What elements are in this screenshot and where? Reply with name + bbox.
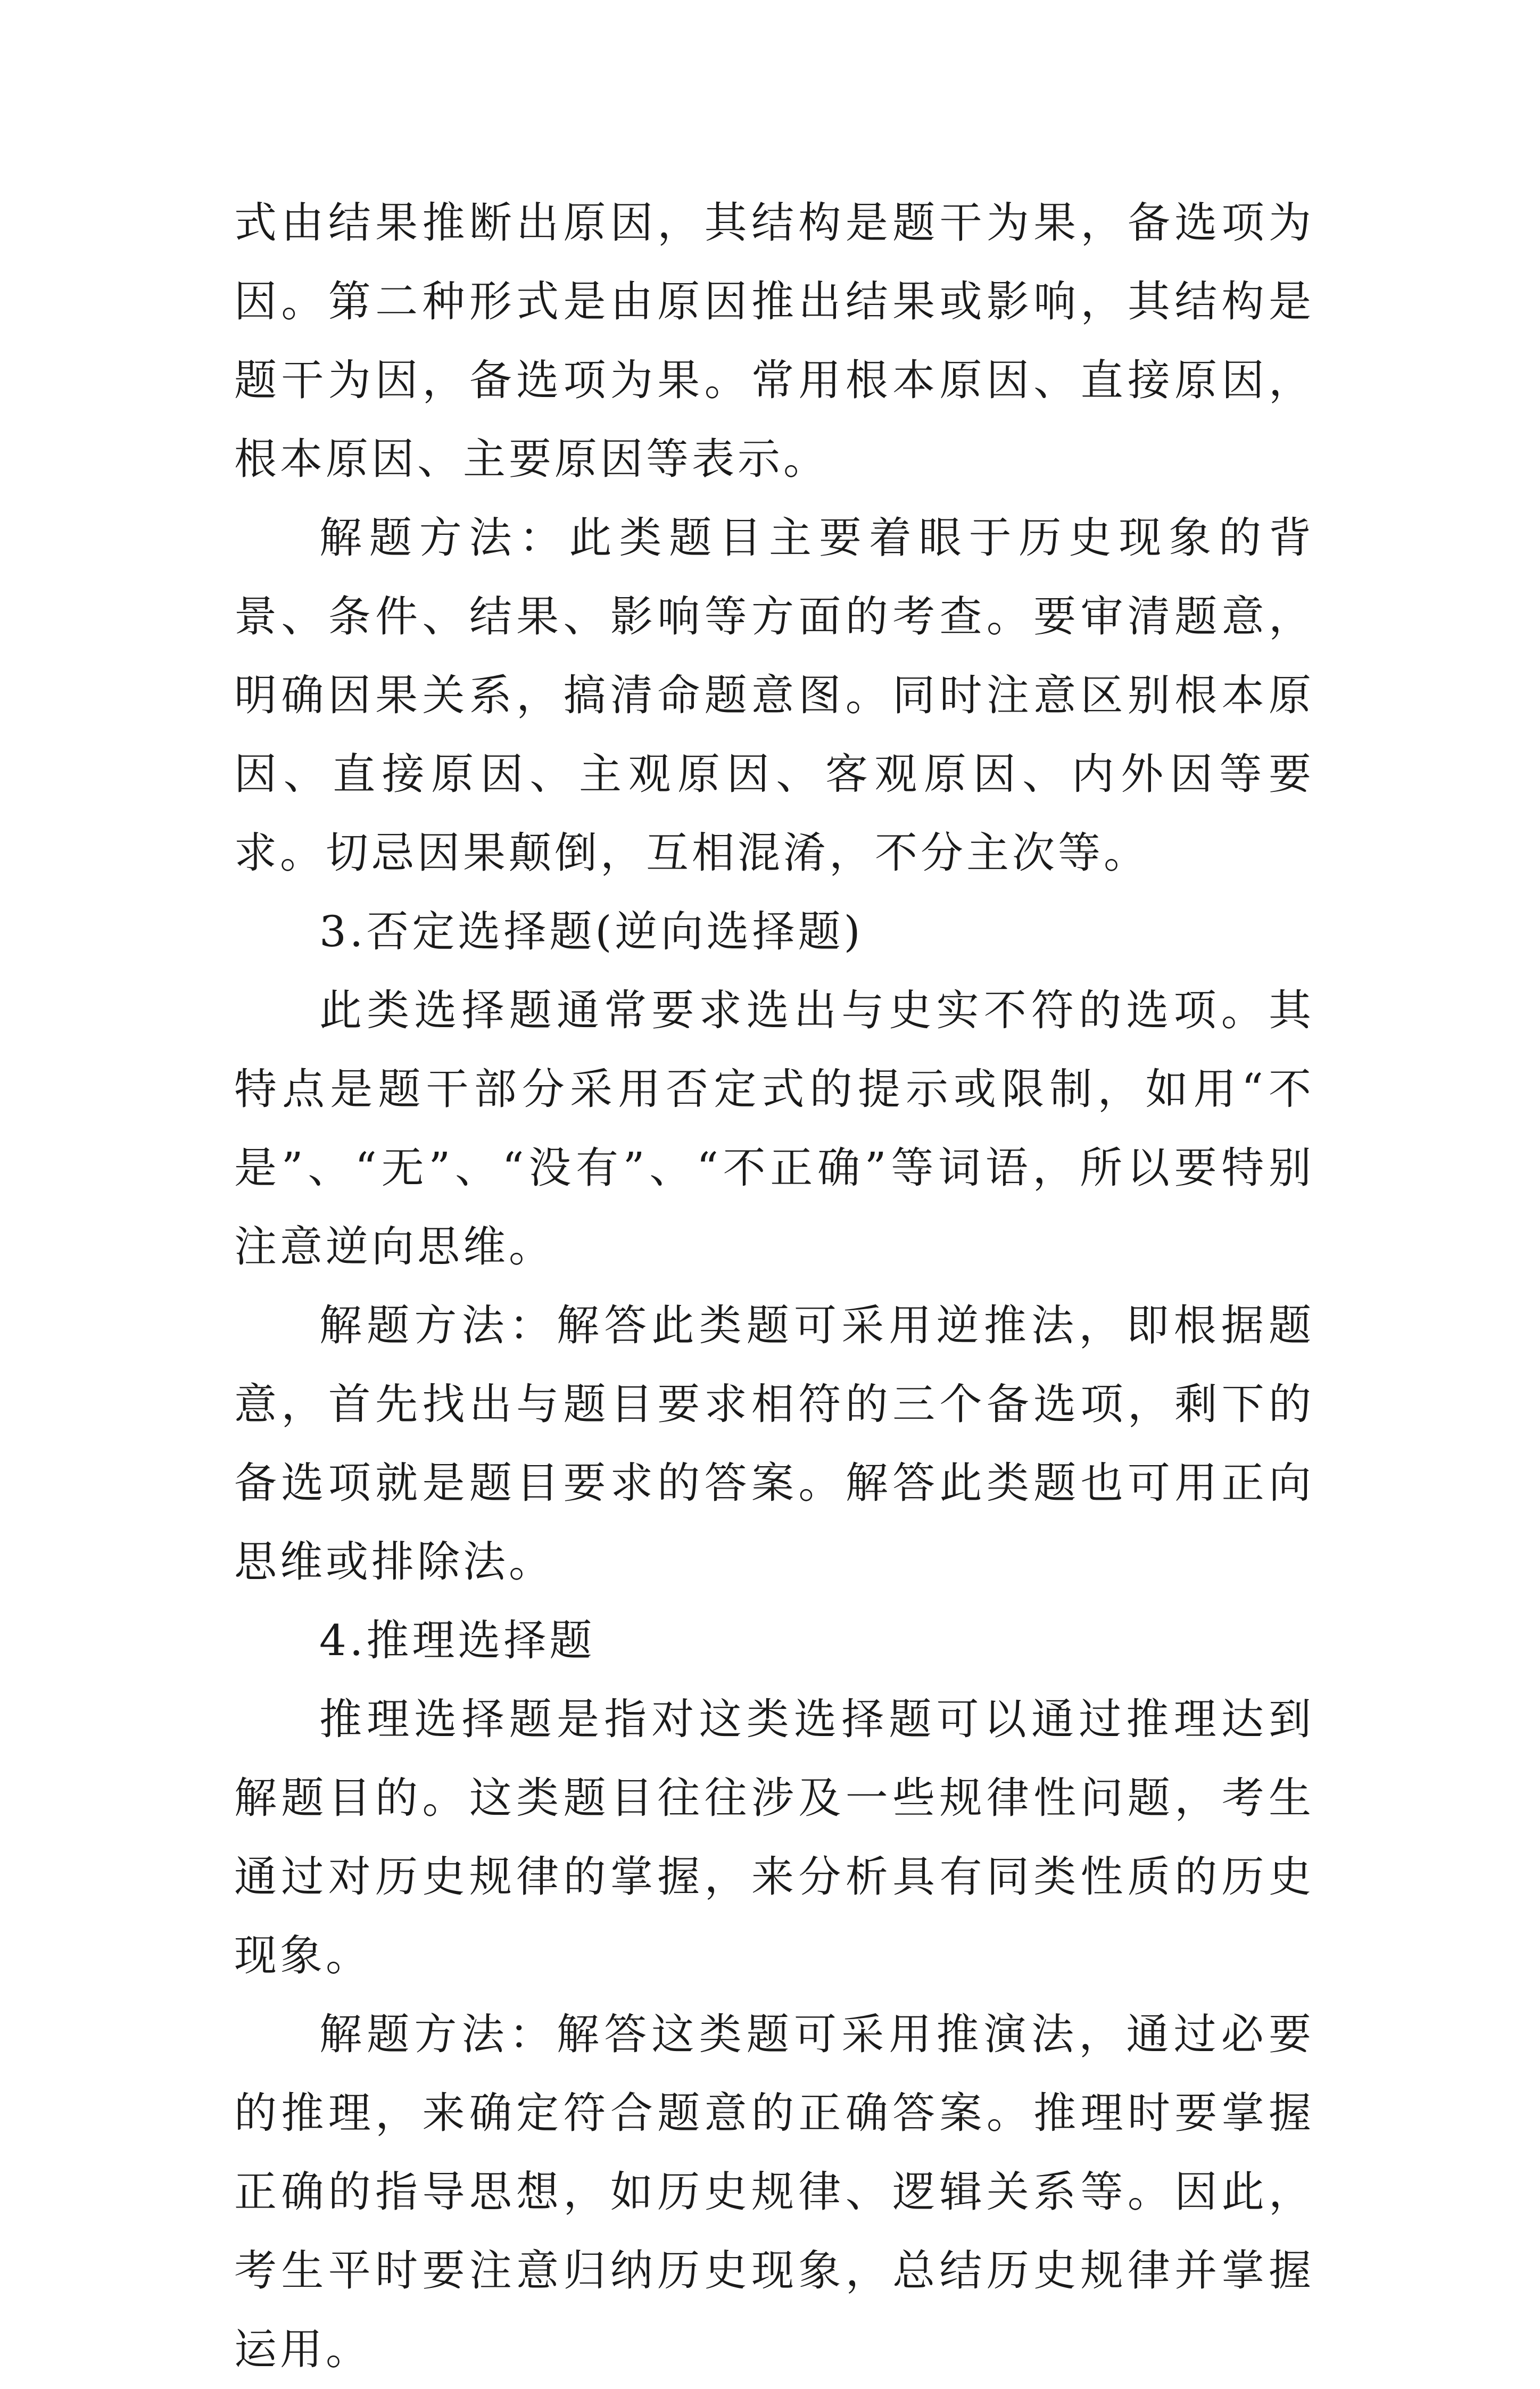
document-body [234, 184, 1314, 2389]
paragraph-reasoning-choice-method: 解题方法：解答这类题可采用推演法，通过必要的推理，来确定符合题意的正确答案。推理时要掌握正确的指导思想，如历史规律、逻辑关系等。因此，考生平时要注意归纳历史现象，总结历史规律并掌握运用。 [234, 2010, 1314, 2374]
paragraph-cause-effect-continued: 式由结果推断出原因，其结构是题干为果，备选项为因。第二种形式是由原因推出结果或影响，其结构是题干为因，备选项为果。常用根本原因、直接原因，根本原因、主要原因等表示。 [234, 198, 1314, 484]
paragraph-negative-choice-method: 解题方法：解答此类题可采用逆推法，即根据题意，首先找出与题目要求相符的三个备选项，剩下的备选项就是题目要求的答案。解答此类题也可用正向思维或排除法。 [234, 1301, 1314, 1586]
paragraph-reasoning-choice-description: 推理选择题是指对这类选择题可以通过推理达到解题目的。这类题目往往涉及一些规律性问题，考生通过对历史规律的掌握，来分析具有同类性质的历史现象。 [234, 1694, 1314, 1980]
paragraph-cause-effect-method: 解题方法：此类题目主要着眼于历史现象的背景、条件、结果、影响等方面的考查。要审清题意，明确因果关系，搞清命题意图。同时注意区别根本原因、直接原因、主观原因、客观原因、内外因等要求。切忌因果颠倒，互相混淆，不分主次等。 [234, 513, 1314, 878]
section-heading-reasoning-choice: 4.推理选择题 [319, 1616, 595, 1665]
paragraph-negative-choice-description: 此类选择题通常要求选出与史实不符的选项。其特点是题干部分采用否定式的提示或限制，如用“不是”、“无”、“没有”、“不正确”等词语，所以要特别注意逆向思维。 [234, 986, 1314, 1271]
section-heading-negative-choice: 3.否定选择题(逆向选择题) [319, 907, 864, 956]
